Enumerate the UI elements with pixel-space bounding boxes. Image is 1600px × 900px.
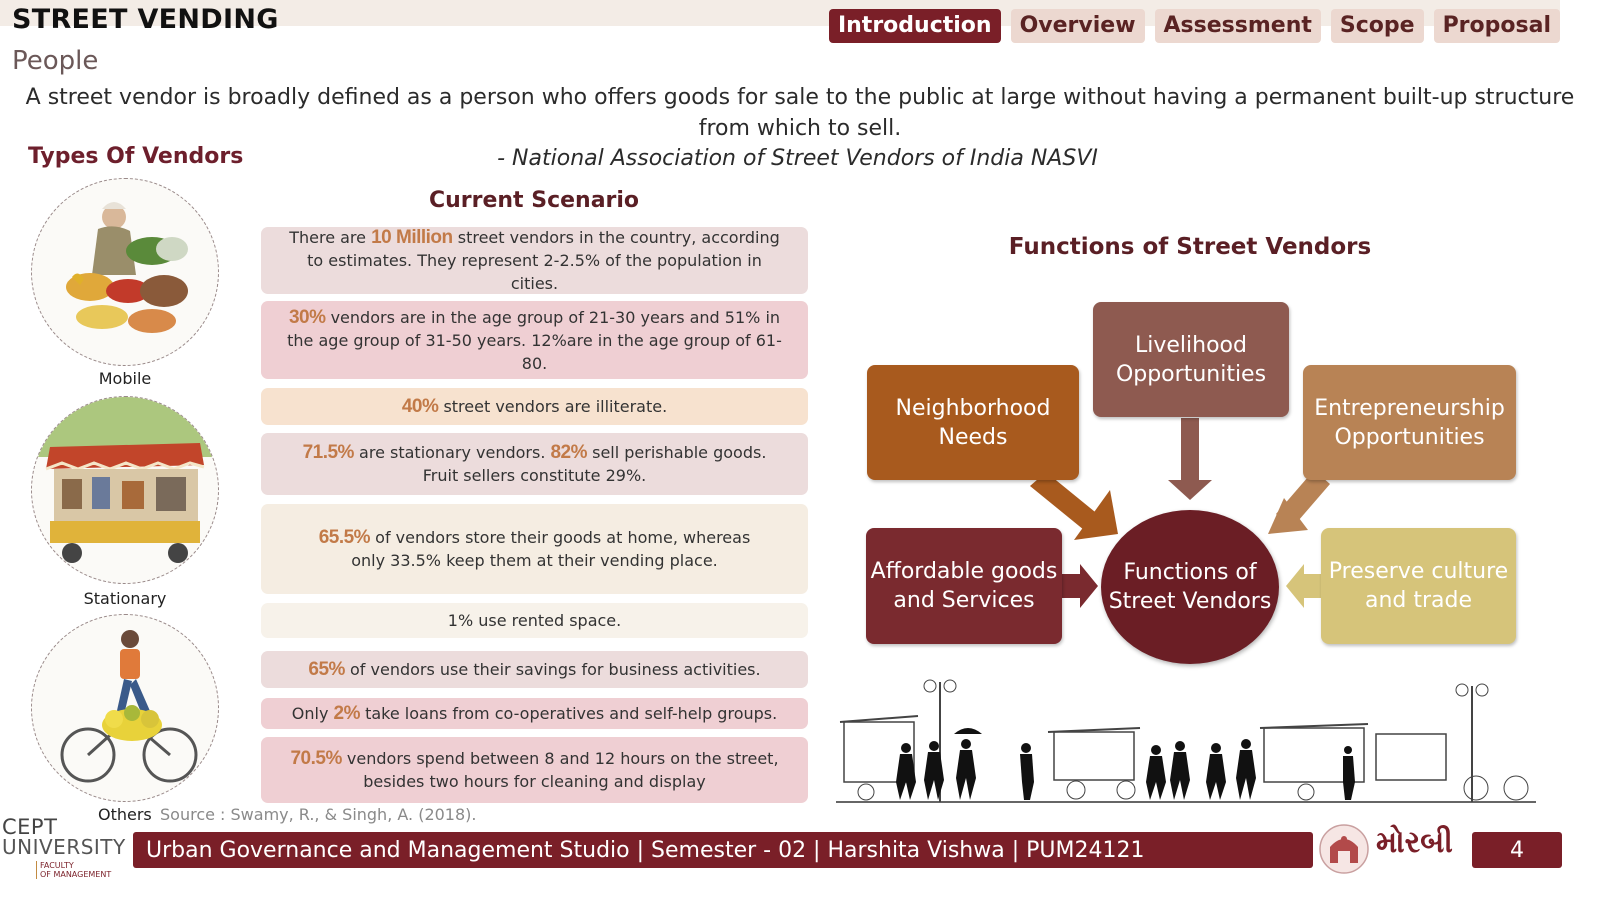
scenario-card: Only 2% take loans from co-operatives and self-help groups. — [261, 698, 808, 729]
arrow-livelihood — [1168, 418, 1212, 500]
cept-logo: CEPT UNIVERSITY — [2, 815, 126, 859]
functions-title: Functions of Street Vendors — [1008, 234, 1372, 260]
stat-highlight: 65.5% — [318, 527, 371, 548]
scenario-card: 30% vendors are in the age group of 21-30 years and 51% in the age group of 31-50 years. 12%are in the age group of 61-80. — [261, 301, 808, 379]
function-box-entrepreneurship: Entrepreneurship Opportunities — [1303, 365, 1516, 480]
arrow-affordable — [1062, 564, 1098, 608]
function-box-preserve: Preserve culture and trade — [1321, 528, 1516, 644]
tab-scope[interactable]: Scope — [1331, 9, 1424, 43]
scenario-card: 71.5% are stationary vendors. 82% sell perishable goods. Fruit sellers constitute 29%. — [261, 433, 808, 495]
types-of-vendors-title: Types Of Vendors — [28, 144, 244, 169]
stat-highlight: 10 Million — [371, 227, 453, 248]
function-box-affordable: Affordable goods and Services — [866, 528, 1062, 644]
functions-center: Functions of Street Vendors — [1101, 510, 1279, 664]
function-box-neighborhood: Neighborhood Needs — [867, 365, 1079, 480]
tab-assessment[interactable]: Assessment — [1155, 9, 1321, 43]
scenario-card: 65.5% of vendors store their goods at home, whereas only 33.5% keep them at their vending place. — [261, 504, 808, 594]
definition-text: A street vendor is broadly defined as a person who offers goods for sale to the public at large without having a permanent built-up structure from which to sell. — [25, 85, 1575, 141]
definition-attribution: - National Association of Street Vendors of India NASVI — [497, 146, 1098, 171]
faculty-logo-text: FACULTY OF MANAGEMENT — [36, 861, 111, 879]
stat-highlight: 82% — [550, 442, 588, 463]
function-box-livelihood: Livelihood Opportunities — [1093, 302, 1289, 417]
scenario-card: 1% use rented space. — [261, 603, 808, 638]
city-name: મોરબી — [1376, 825, 1453, 860]
stat-highlight: 71.5% — [302, 442, 354, 463]
stat-highlight: 40% — [401, 396, 439, 417]
tab-proposal[interactable]: Proposal — [1434, 9, 1560, 43]
footer-bar: Urban Governance and Management Studio | Semester - 02 | Harshita Vishwa | PUM24121 — [133, 832, 1313, 868]
source-citation: Source : Swamy, R., & Singh, A. (2018). — [160, 805, 477, 824]
tab-overview[interactable]: Overview — [1011, 9, 1145, 43]
stat-highlight: 70.5% — [290, 748, 342, 769]
current-scenario-title: Current Scenario — [428, 188, 640, 213]
scenario-card: There are 10 Million street vendors in the country, according to estimates. They represent 2-2.5% of the population in cities. — [261, 227, 808, 294]
vendor-type-mobile: Mobile — [98, 369, 152, 388]
stat-highlight: 30% — [288, 306, 326, 328]
vendor-type-stationary: Stationary — [83, 589, 167, 608]
page-number: 4 — [1472, 832, 1562, 868]
scenario-card: 40% street vendors are illiterate. — [261, 388, 808, 425]
scenario-card: 65% of vendors use their savings for business activities. — [261, 651, 808, 688]
page-title: STREET VENDING — [12, 4, 279, 35]
page-subtitle: People — [12, 46, 99, 76]
vendor-type-others: Others — [98, 805, 152, 824]
arrow-preserve — [1286, 564, 1322, 608]
tab-introduction[interactable]: Introduction — [829, 9, 1001, 43]
stat-highlight: 65% — [308, 659, 345, 680]
morbi-emblem-icon — [1318, 823, 1370, 875]
street-sketch-illustration — [836, 672, 1536, 808]
stat-highlight: 2% — [333, 703, 360, 724]
scenario-card: 70.5% vendors spend between 8 and 12 hours on the street, besides two hours for cleaning and display — [261, 737, 808, 803]
